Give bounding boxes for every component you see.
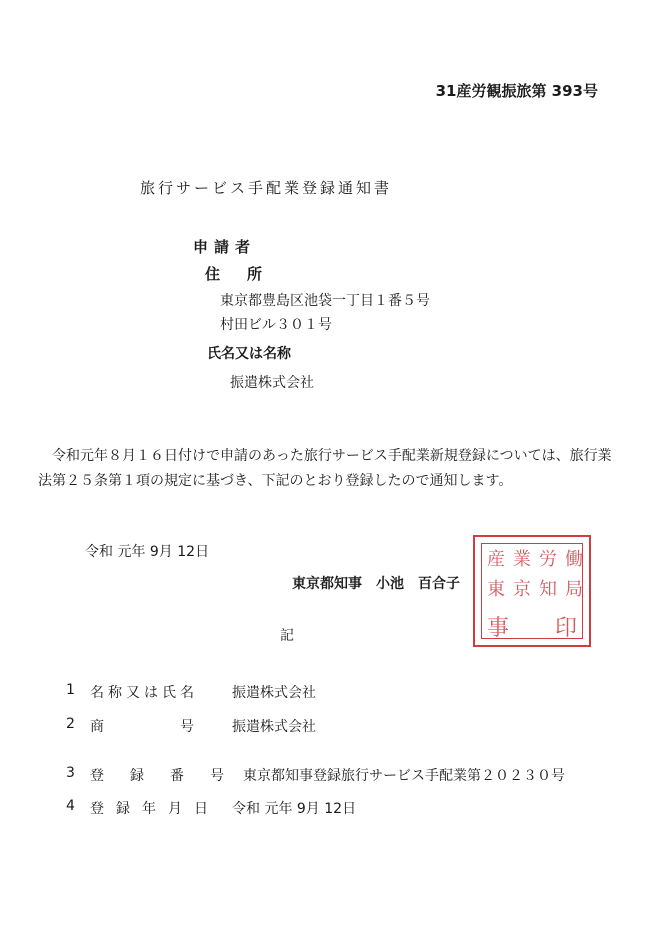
address-line-2: 村田ビル３０１号 [220,317,332,333]
address-line-1: 東京都豊島区池袋一丁目１番５号 [220,293,430,309]
seal-glyph: 労 [539,549,557,570]
item-value: 東京都知事登録旅行サービス手配業第２０２３０号 [243,768,565,784]
item-value: 振遣株式会社 [232,719,316,735]
seal-glyph: 印 [555,616,578,641]
item-value: 令和 元年 9月 12日 [232,801,357,817]
issuer-name: 東京都知事 小池 百合子 [292,576,460,592]
applicant-heading: 申請者 [193,238,257,256]
address-label: 住 所 [205,265,269,283]
item-number: 2 [66,716,75,732]
seal-glyph: 局 [565,579,583,600]
item-label: 名称又は氏名 [90,685,198,701]
item-label: 登録年月日 [90,801,220,817]
seal-glyph: 産 [487,549,505,570]
notification-body [38,444,616,494]
seal-glyph: 東 [487,579,505,600]
item-number: 3 [66,765,75,781]
name-label: 氏名又は名称 [207,346,291,362]
seal-glyph: 業 [513,549,531,570]
item-label: 商 号 [90,719,198,735]
document-title: 旅行サービス手配業登録通知書 [140,179,393,197]
document-number: 31産労観振旅第 393号 [435,82,598,100]
item-number: 4 [66,798,75,814]
seal-glyph: 知 [539,579,557,600]
item-number: 1 [66,682,75,698]
issue-date: 令和 元年 9月 12日 [85,544,210,560]
seal-glyph: 事 [487,616,510,641]
applicant-name: 振遣株式会社 [230,375,314,391]
item-label: 登 録 番 号 [90,768,230,784]
seal-glyph: 京 [513,579,531,600]
official-seal [473,535,591,647]
ki-heading: 記 [280,628,294,644]
item-value: 振遣株式会社 [232,685,316,701]
seal-glyph: 働 [565,549,583,570]
body-paragraph: 令和元年８月１６日付けで申請のあった旅行サービス手配業新規登録については、旅行業法第２５条第１項の規定に基づき、下記のとおり登録したので通知します。 [38,448,612,489]
